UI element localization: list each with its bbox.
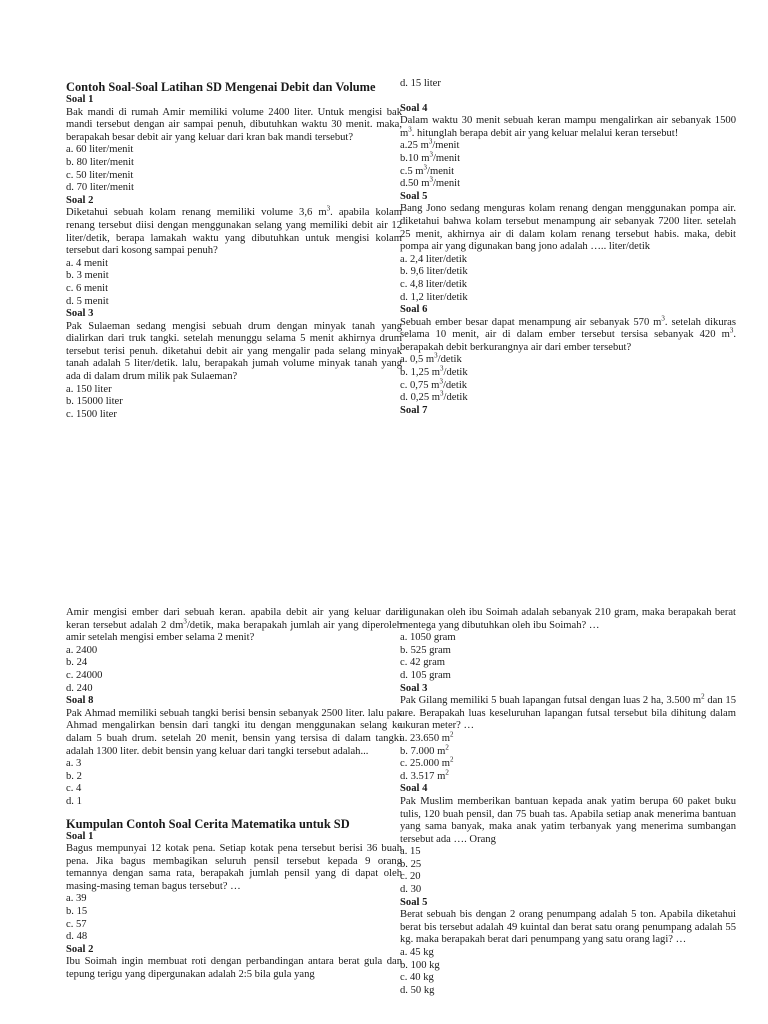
soal-7-text: Amir mengisi ember dari sebuah keran. apabila debit air yang keluar dari keran tersebut adalah 2 $dm^3$/detik, maka berapakah jumlah air yang diperoleh amir setelah mengisi ember selama 2 menit? (66, 607, 402, 644)
soal-6-option-b: b. 1,25 $m^3$/detik (400, 364, 468, 379)
soal-8-label: Soal 8 (66, 695, 94, 707)
soal-8-option-d: d. 1 (66, 795, 82, 807)
soal-3-option-c: c. 1500 liter (66, 408, 117, 420)
soal-4-option-d: d.50 $m^3$/menit (400, 175, 461, 190)
cerita-soal-3-option-d: d. 3.517 $m^2$ (400, 768, 449, 782)
cerita-soal-2-text: Ibu Soimah ingin membuat roti dengan perbandingan antara berat gula dan tepung terigu yang dipergunakan adalah 2:5 bila gula yang (66, 956, 402, 981)
cerita-soal-2-option-d: d. 105 gram (400, 669, 451, 681)
soal-1-option-d: d. 70 liter/menit (66, 182, 134, 194)
cerita-soal-1-option-c: c. 57 (66, 918, 87, 930)
soal-3-option-b: b. 15000 liter (66, 396, 123, 408)
cerita-soal-2-option-c: c. 42 gram (400, 657, 446, 669)
soal-4-label: Soal 4 (400, 102, 428, 114)
cerita-soal-1-label: Soal 1 (66, 830, 94, 842)
soal-1-text: Bak mandi di rumah Amir memiliki volume 2400 liter. Untuk mengisi bak mandi tersebut dengan air sampai penuh, dibutuhkan waktu 30 menit. maka, berapakah besar debit air yang keluar dari kran bak mandi tersebut? (66, 106, 402, 143)
column-top-right (400, 78, 736, 417)
soal-7-option-c: c. 24000 (66, 669, 103, 681)
cerita-soal-4-option-b: b. 25 (400, 858, 422, 870)
soal-6-text: Sebuah ember besar dapat menampung air sebanyak 570 $m^3$. setelah dikuras selama 10 menit, air di dalam ember tersebut tersisa sebanyak 420 $m^3$. berapakah debit berkurangnya air dari ember tersebut? (400, 314, 736, 353)
soal-5-option-b: b. 9,6 liter/detik (400, 266, 468, 278)
soal-5-text: Bang Jono sedang menguras kolam renang dengan menggunakan pompa air. diketahui bahwa kolam tersebut menampung air sebanyak 7200 liter. setelah 25 menit, akhirnya air di dalam kolam renang tersebut habis. maka, debit pompa air yang digunakan bang jono adalah ….. liter/detik (400, 203, 736, 253)
cerita-soal-3-text: Pak Gilang memiliki 5 buah lapangan futsal dengan luas 2 ha, 3.500 $m^2$ dan 15 are. Berapakah luas keseluruhan lapangan futsal tersebut bila dihitung dalam ukuran meter? … (400, 692, 736, 732)
soal-4-option-b: b.10 $m^3$/menit (400, 150, 461, 164)
cerita-soal-2-label: Soal 2 (66, 943, 94, 955)
soal-3-option-a: a. 150 liter (66, 383, 112, 395)
soal-5-option-a: a. 2,4 liter/detik (400, 253, 468, 265)
cerita-soal-5-label: Soal 5 (400, 896, 428, 908)
cerita-soal-1-option-a: a. 39 (66, 893, 87, 905)
section-title-debit-volume: Contoh Soal-Soal Latihan SD Mengenai Debit dan Volume (66, 80, 376, 94)
soal-7-option-d: d. 240 (66, 682, 93, 694)
soal-2-text: Diketahui sebuah kolam renang memiliki volume 3,6 $m^3$. apabila kolam renang tersebut diisi dengan menggunakan selang yang memiliki debit air 12 liter/detik, berapa lamakah waktu yang dibutuhkan untuk mengisi kolam tersebut dari kosong sampai penuh? (66, 204, 402, 257)
soal-7-option-b: b. 24 (66, 657, 88, 669)
soal-2-option-a: a. 4 menit (66, 257, 109, 269)
cerita-soal-4-option-d: d. 30 (400, 884, 422, 896)
cerita-soal-2-option-b: b. 525 gram (400, 644, 451, 656)
soal-6-option-d: d. 0,25 $m^3$/detik (400, 389, 468, 404)
cerita-soal-1-option-b: b. 15 (66, 906, 88, 918)
cerita-soal-4-label: Soal 4 (400, 783, 428, 795)
cerita-soal-4-option-c: c. 20 (400, 871, 421, 883)
spacer (400, 91, 736, 103)
soal-2-option-c: c. 6 menit (66, 282, 109, 294)
soal-6-label: Soal 6 (400, 304, 428, 316)
soal-8-option-a: a. 3 (66, 758, 82, 770)
cerita-soal-3-option-a: a. 23.650 $m^2$ (400, 730, 454, 744)
cerita-soal-5-option-b: b. 100 kg (400, 959, 440, 971)
soal-3-label: Soal 3 (66, 308, 94, 320)
cerita-soal-3-option-c: c. 25.000 $m^2$ (400, 755, 454, 770)
soal-2-option-d: d. 5 menit (66, 295, 109, 307)
soal-3-option-d: d. 15 liter (400, 78, 441, 89)
soal-4-text: Dalam waktu 30 menit sebuah keran mampu mengalirkan air sebanyak 1500 $m^3$. hitunglah berapa debit air yang keluar melalui keran tersebut! (400, 115, 736, 139)
column-top-left (66, 80, 402, 421)
soal-7-option-a: a. 2400 (66, 644, 98, 656)
soal-5-option-c: c. 4,8 liter/detik (400, 278, 468, 290)
cerita-soal-5-option-a: a. 45 kg (400, 947, 434, 959)
soal-8-text: Pak Ahmad memiliki sebuah tangki berisi bensin sebanyak 2500 liter. lalu pak Ahmad mengalirkan bensin dari tangki itu dengan menggunakan selang ke dalam 5 buah drum. setelah 20 menit, bensin yang tersisa di dalam tangki adalah 1300 liter. debit bensin yang keluar dari tangki tersebut adalah... (66, 707, 402, 757)
soal-4-option-a: a.25 $m^3$/menit (400, 137, 460, 152)
soal-6-option-c: c. 0,75 $m^3$/detik (400, 377, 468, 391)
cerita-soal-5-option-c: c. 40 kg (400, 972, 434, 984)
soal-2-option-b: b. 3 menit (66, 270, 109, 282)
soal-1-option-c: c. 50 liter/menit (66, 169, 134, 181)
cerita-soal-4-option-a: a. 15 (400, 846, 421, 858)
soal-1-option-b: b. 80 liter/menit (66, 156, 134, 168)
cerita-soal-2-text-cont: digunakan oleh ibu Soimah adalah sebanyak 210 gram, maka berapakah berat mentega yang dibutuhkan oleh ibu Soimah? … (400, 607, 736, 631)
soal-2-label: Soal 2 (66, 194, 94, 206)
soal-5-option-d: d. 1,2 liter/detik (400, 291, 468, 303)
soal-1-label: Soal 1 (66, 94, 94, 105)
soal-6-option-a: a. 0,5 $m^3$/detik (400, 351, 462, 366)
cerita-soal-5-option-d: d. 50 kg (400, 984, 435, 996)
cerita-soal-4-text: Pak Muslim memberikan bantuan kepada anak yatim berupa 60 paket buku tulis, 120 buah pensil, dan 75 buah tas. Apabila setiap anak menerima bantuan yang sama banyak, maka anak yatim terbanyak yang menerima sumbangan tersebut ada …. Orang (400, 795, 736, 845)
soal-3-text: Pak Sulaeman sedang mengisi sebuah drum dengan minyak tanah yang dialirkan dari truk tangki. setelah menunggu selama 5 menit akhirnya drum tersebut terisi penuh. diketahui debit air yang mengalir pada selang minyak tanah adalah 5 liter/detik. lalu, berapakah jumah volume minyak tanah yang ada di dalam drum milik pak Sulaeman? (66, 320, 402, 383)
soal-8-option-c: c. 4 (66, 783, 82, 795)
section-title-soal-cerita: Kumpulan Contoh Soal Cerita Matematika untuk SD (66, 816, 350, 831)
soal-1-option-a: a. 60 liter/menit (66, 144, 134, 156)
cerita-soal-2-option-a: a. 1050 gram (400, 632, 456, 644)
cerita-soal-3-option-b: b. 7.000 $m^2$ (400, 743, 449, 757)
cerita-soal-5-text: Berat sebuah bis dengan 2 orang penumpang adalah 5 ton. Apabila diketahui berat bis tersebut adalah 49 kuintal dan berat satu orang penumpang adalah 55 kg. maka berapakah berat dari penumpang yang satu orang lagi? … (400, 909, 736, 946)
cerita-soal-3-label: Soal 3 (400, 682, 428, 694)
column-bottom-left (66, 607, 402, 982)
soal-7-label: Soal 7 (400, 404, 428, 416)
soal-4-option-c: c.5 $m^3$/menit (400, 163, 455, 177)
cerita-soal-1-text: Bagus mempunyai 12 kotak pena. Setiap kotak pena tersebut berisi 36 buah pena. Jika bagus membagikan seluruh pensil tersebut kepada 9 orang temannya dengan sama rata, berapakah jumlah pensil yang di dapat oleh masing-masing teman bagus tersebut? … (66, 843, 402, 892)
cerita-soal-1-option-d: d. 48 (66, 931, 88, 943)
soal-5-label: Soal 5 (400, 190, 428, 202)
soal-8-option-b: b. 2 (66, 770, 82, 782)
column-bottom-right (400, 607, 736, 997)
